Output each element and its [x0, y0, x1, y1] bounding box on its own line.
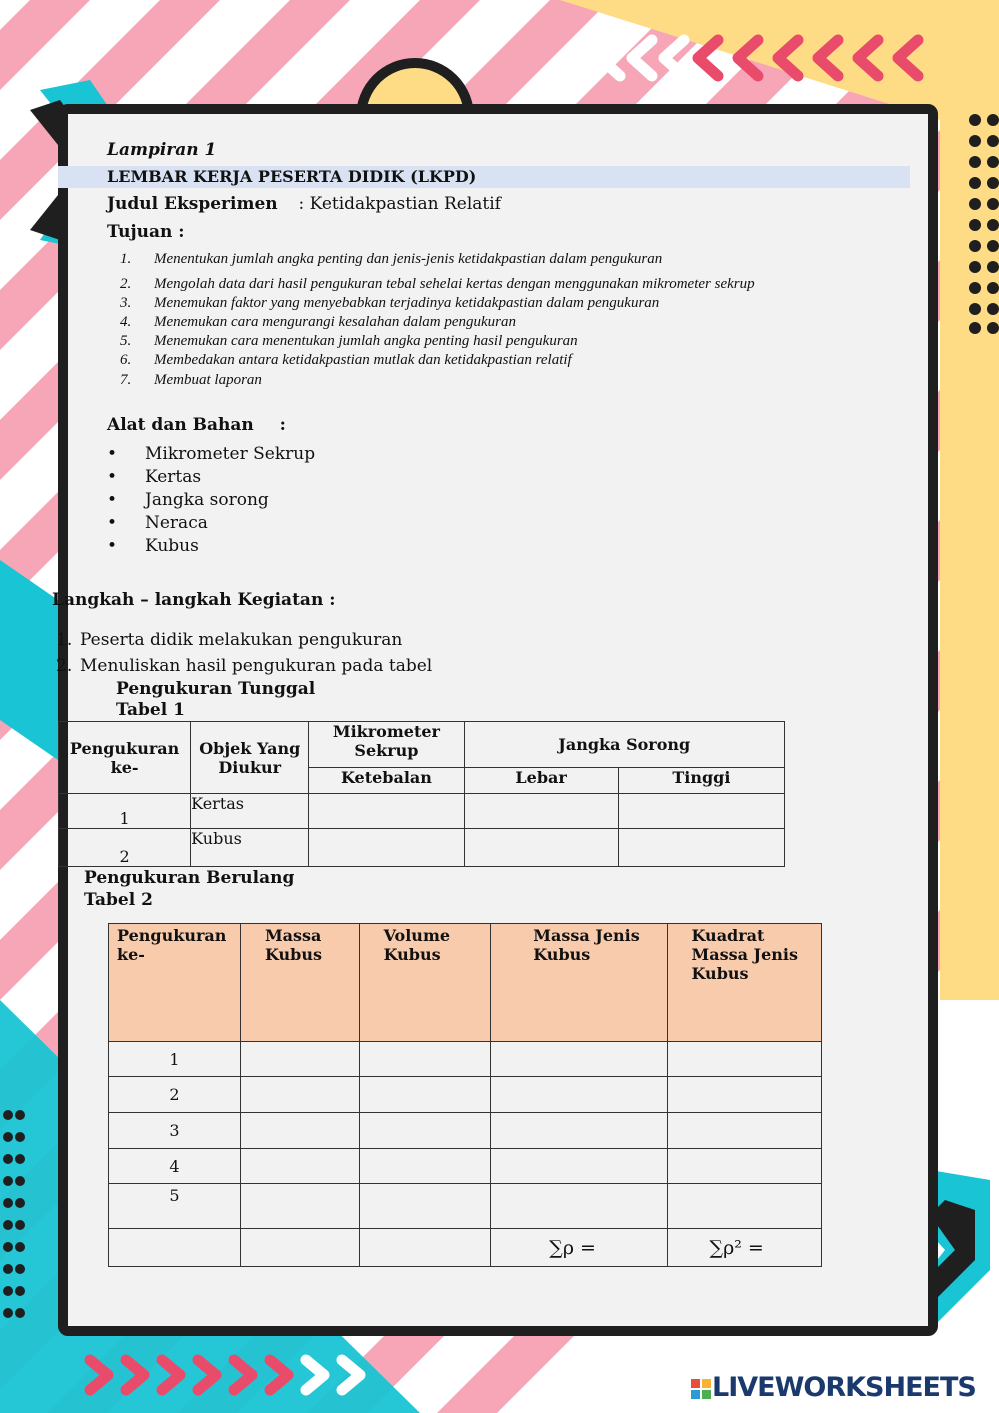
bullet-icon: •	[107, 490, 118, 510]
input-cell[interactable]	[359, 1113, 491, 1149]
input-cell[interactable]	[491, 1042, 667, 1077]
input-cell[interactable]	[464, 794, 618, 829]
input-cell[interactable]	[667, 1042, 822, 1077]
repeated-measurement-table	[108, 923, 822, 1267]
input-cell[interactable]	[240, 1149, 359, 1184]
row-number: 3	[109, 1113, 241, 1149]
row-number: 2	[109, 1077, 241, 1113]
input-cell[interactable]	[618, 794, 784, 829]
sum-density-formula: ∑ρ =	[491, 1229, 667, 1267]
row-number: 5	[109, 1184, 241, 1229]
logo-text: LIVEWORKSHEETS	[712, 1372, 976, 1403]
table-row	[109, 1149, 822, 1184]
bullet-icon: •	[107, 536, 118, 556]
sheet-title: LEMBAR KERJA PESERTA DIDIK (LKPD)	[107, 167, 477, 186]
table-row	[109, 1042, 822, 1077]
goal-item: 6. Membedakan antara ketidakpastian mutlak dan ketidakpastian relatif	[120, 352, 572, 368]
table-row	[59, 829, 785, 867]
bullet-icon: •	[107, 444, 118, 464]
bullet-icon: •	[107, 467, 118, 487]
goals-label: Tujuan :	[107, 222, 185, 242]
table2-caption: Tabel 2	[84, 890, 153, 910]
col-header-caliper: Jangka Sorong	[464, 722, 784, 768]
experiment-title: : Ketidakpastian Relatif	[298, 194, 501, 214]
steps-label: Langkah – langkah Kegiatan :	[52, 590, 336, 610]
goal-item: 2. Mengolah data dari hasil pengukuran tebal sehelai kertas dengan menggunakan mikrometer sekrup	[120, 276, 755, 292]
input-cell[interactable]	[491, 1077, 667, 1113]
step-item: 2. Menuliskan hasil pengukuran pada tabel	[56, 656, 433, 676]
goal-item: 5. Menemukan cara menentukan jumlah angka penting hasil pengukuran	[120, 333, 578, 349]
logo-icon	[690, 1378, 712, 1400]
tool-item: • Jangka sorong	[107, 490, 269, 510]
input-cell[interactable]	[240, 1077, 359, 1113]
row-number: 2	[59, 829, 191, 867]
col-header-micrometer: Mikrometer Sekrup	[309, 722, 464, 768]
goal-item: 7. Membuat laporan	[120, 372, 262, 388]
input-cell[interactable]	[618, 829, 784, 867]
input-cell[interactable]	[491, 1184, 667, 1229]
row-number: 1	[59, 794, 191, 829]
input-cell[interactable]	[667, 1149, 822, 1184]
input-cell[interactable]	[359, 1149, 491, 1184]
col-header-volume: Volume Kubus	[359, 924, 491, 1042]
table2-section-title: Pengukuran Berulang	[84, 868, 295, 888]
input-cell[interactable]	[667, 1113, 822, 1149]
sub-header-thickness: Ketebalan	[309, 768, 464, 794]
tool-item: • Mikrometer Sekrup	[107, 444, 316, 464]
row-number: 4	[109, 1149, 241, 1184]
single-measurement-table	[58, 721, 785, 867]
col-header-measure: Pengukuran ke-	[59, 722, 191, 794]
input-cell[interactable]	[240, 1184, 359, 1229]
goal-item: 1. Menentukan jumlah angka penting dan jenis-jenis ketidakpastian dalam pengukuran	[120, 251, 663, 267]
table1-caption: Tabel 1	[116, 700, 185, 720]
step-item: 1. Peserta didik melakukan pengukuran	[56, 630, 403, 650]
goal-item: 3. Menemukan faktor yang menyebabkan terjadinya ketidakpastian dalam pengukuran	[120, 295, 660, 311]
empty-cell	[109, 1229, 241, 1267]
empty-cell	[359, 1229, 491, 1267]
goal-item: 4. Menemukan cara mengurangi kesalahan dalam pengukuran	[120, 314, 517, 330]
sub-header-height: Tinggi	[618, 768, 784, 794]
tool-item: • Kertas	[107, 467, 202, 487]
liveworksheets-logo	[690, 1372, 976, 1403]
row-object: Kertas	[191, 794, 309, 829]
tool-item: • Kubus	[107, 536, 199, 556]
input-cell[interactable]	[491, 1149, 667, 1184]
appendix-label: Lampiran 1	[107, 140, 217, 160]
col-header-measure: Pengukuran ke-	[109, 924, 241, 1042]
table-row-sum	[109, 1229, 822, 1267]
input-cell[interactable]	[359, 1077, 491, 1113]
tools-label: Alat dan Bahan	[107, 415, 254, 435]
tool-item: • Neraca	[107, 513, 208, 533]
input-cell[interactable]	[667, 1184, 822, 1229]
row-object: Kubus	[191, 829, 309, 867]
col-header-object: Objek Yang Diukur	[191, 722, 309, 794]
input-cell[interactable]	[359, 1184, 491, 1229]
col-header-density: Massa Jenis Kubus	[491, 924, 667, 1042]
table-row	[109, 1184, 822, 1229]
row-number: 1	[109, 1042, 241, 1077]
col-header-density-squared: Kuadrat Massa Jenis Kubus	[667, 924, 822, 1042]
input-cell[interactable]	[491, 1113, 667, 1149]
input-cell[interactable]	[240, 1113, 359, 1149]
table-row	[109, 1113, 822, 1149]
input-cell[interactable]	[309, 829, 464, 867]
table1-section-title: Pengukuran Tunggal	[116, 679, 316, 699]
tools-label-row	[107, 415, 286, 435]
experiment-row	[107, 194, 501, 214]
bullet-icon: •	[107, 513, 118, 533]
table-row	[109, 1077, 822, 1113]
sub-header-width: Lebar	[464, 768, 618, 794]
input-cell[interactable]	[667, 1077, 822, 1113]
col-header-mass: Massa Kubus	[240, 924, 359, 1042]
input-cell[interactable]	[240, 1042, 359, 1077]
sum-density-squared-formula: ∑ρ² =	[667, 1229, 822, 1267]
input-cell[interactable]	[359, 1042, 491, 1077]
input-cell[interactable]	[464, 829, 618, 867]
input-cell[interactable]	[309, 794, 464, 829]
tools-colon: :	[279, 415, 286, 435]
table-row	[59, 794, 785, 829]
empty-cell	[240, 1229, 359, 1267]
experiment-label: Judul Eksperimen	[107, 194, 278, 214]
